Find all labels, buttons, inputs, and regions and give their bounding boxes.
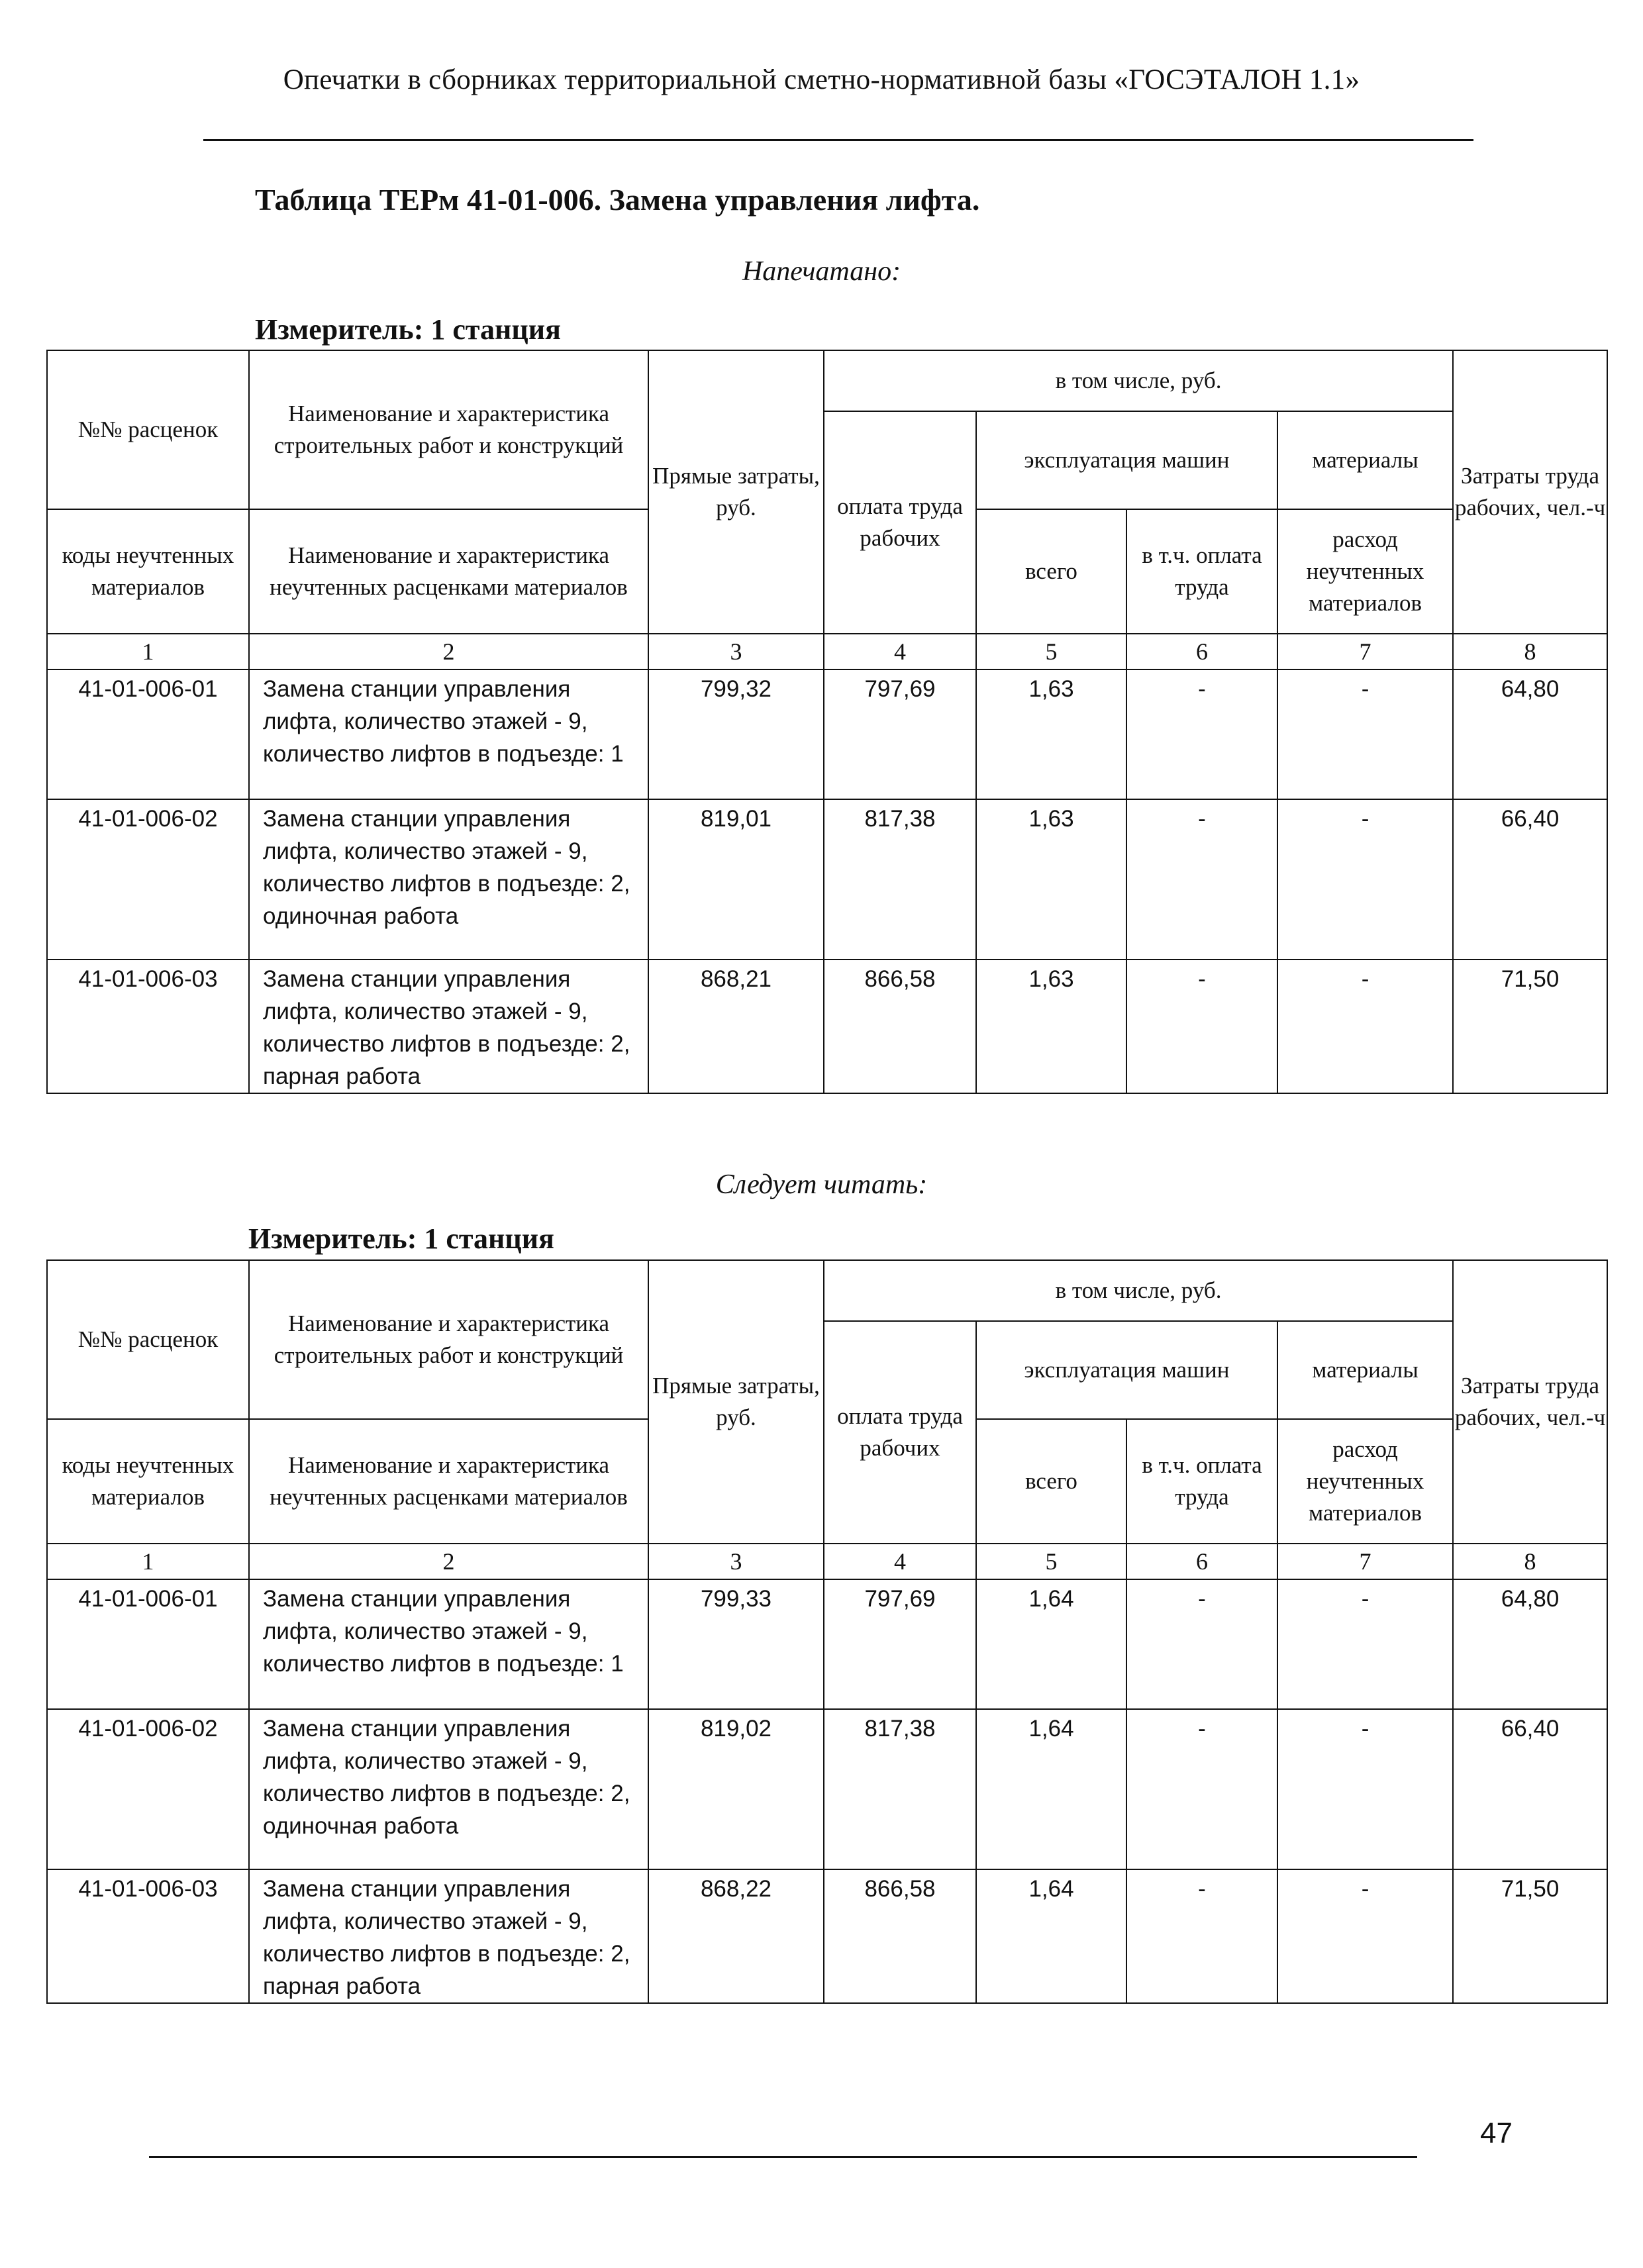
- machines-total-value: 1,63: [976, 799, 1126, 960]
- column-index: 1: [47, 634, 249, 669]
- header-work-name: Наименование и характеристика строительных работ и конструкций: [249, 350, 648, 509]
- header-material-codes: коды неучтенных материалов: [47, 509, 249, 634]
- direct-costs-value: 868,21: [648, 960, 824, 1093]
- corrected-rates-table: [46, 1259, 1608, 2004]
- column-index: 2: [249, 1544, 648, 1579]
- header-labor-pay: оплата труда рабочих: [824, 1321, 976, 1544]
- header-material-codes: коды неучтенных материалов: [47, 1419, 249, 1544]
- printed-section-label: Напечатано:: [742, 256, 901, 287]
- column-index: 7: [1277, 634, 1453, 669]
- materials-value: -: [1277, 1709, 1453, 1869]
- column-index: 4: [824, 1544, 976, 1579]
- table-row: [47, 1869, 1607, 2003]
- labor-pay-value: 866,58: [824, 960, 976, 1093]
- printed-rates-table: [46, 350, 1608, 1094]
- header-material-name: Наименование и характеристика неучтенных расценками материалов: [249, 1419, 648, 1544]
- header-total: всего: [976, 509, 1126, 634]
- direct-costs-value: 819,02: [648, 1709, 824, 1869]
- materials-value: -: [1277, 960, 1453, 1093]
- header-machine-ops: эксплуатация машин: [976, 411, 1277, 509]
- labor-pay-value: 797,69: [824, 1579, 976, 1709]
- column-index: 8: [1453, 634, 1607, 669]
- labor-cost-value: 64,80: [1453, 669, 1607, 799]
- labor-cost-value: 71,50: [1453, 960, 1607, 1093]
- page-number: 47: [1480, 2117, 1513, 2149]
- column-index: 2: [249, 634, 648, 669]
- header-divider: [203, 139, 1473, 141]
- header-including: в том числе, руб.: [824, 350, 1453, 411]
- column-index: 6: [1126, 1544, 1277, 1579]
- column-index: 3: [648, 634, 824, 669]
- column-index: 5: [976, 634, 1126, 669]
- table-row: [47, 669, 1607, 799]
- machines-labor-value: -: [1126, 669, 1277, 799]
- work-description: Замена станции управления лифта, количество этажей - 9, количество лифтов в подъезде: 2, парная работа: [249, 1869, 648, 2003]
- corrected-section-label: Следует читать:: [715, 1169, 928, 1200]
- machines-labor-value: -: [1126, 960, 1277, 1093]
- header-direct-costs: Прямые затраты, руб.: [648, 1260, 824, 1544]
- table-title: Таблица ТЕРм 41-01-006. Замена управления лифта.: [255, 183, 980, 217]
- materials-value: -: [1277, 799, 1453, 960]
- materials-value: -: [1277, 669, 1453, 799]
- labor-pay-value: 817,38: [824, 799, 976, 960]
- work-description: Замена станции управления лифта, количество этажей - 9, количество лифтов в подъезде: 1: [249, 669, 648, 799]
- header-machine-ops: эксплуатация машин: [976, 1321, 1277, 1419]
- header-rate-no: №№ расценок: [47, 1260, 249, 1419]
- work-description: Замена станции управления лифта, количество этажей - 9, количество лифтов в подъезде: 2, парная работа: [249, 960, 648, 1093]
- rate-code: 41-01-006-01: [47, 669, 249, 799]
- header-materials: материалы: [1277, 1321, 1453, 1419]
- rate-code: 41-01-006-02: [47, 1709, 249, 1869]
- machines-labor-value: -: [1126, 1709, 1277, 1869]
- rate-code: 41-01-006-01: [47, 1579, 249, 1709]
- header-labor-pay: оплата труда рабочих: [824, 411, 976, 634]
- machines-labor-value: -: [1126, 1869, 1277, 2003]
- direct-costs-value: 799,32: [648, 669, 824, 799]
- header-material-use: расход неучтенных материалов: [1277, 1419, 1453, 1544]
- work-description: Замена станции управления лифта, количество этажей - 9, количество лифтов в подъезде: 2, одиночная работа: [249, 1709, 648, 1869]
- header-materials: материалы: [1277, 411, 1453, 509]
- table-row: [47, 960, 1607, 1093]
- corrected-unit-label: Измеритель: 1 станция: [248, 1222, 554, 1255]
- header-labor-cost: Затраты труда рабочих, чел.-ч: [1453, 350, 1607, 634]
- header-material-name: Наименование и характеристика неучтенных расценками материалов: [249, 509, 648, 634]
- column-index: 5: [976, 1544, 1126, 1579]
- work-description: Замена станции управления лифта, количество этажей - 9, количество лифтов в подъезде: 2, одиночная работа: [249, 799, 648, 960]
- footer-divider: [149, 2156, 1417, 2158]
- labor-pay-value: 866,58: [824, 1869, 976, 2003]
- header-work-name: Наименование и характеристика строительных работ и конструкций: [249, 1260, 648, 1419]
- machines-labor-value: -: [1126, 799, 1277, 960]
- machines-total-value: 1,64: [976, 1579, 1126, 1709]
- header-including: в том числе, руб.: [824, 1260, 1453, 1321]
- labor-cost-value: 66,40: [1453, 1709, 1607, 1869]
- header-labor-cost: Затраты труда рабочих, чел.-ч: [1453, 1260, 1607, 1544]
- labor-cost-value: 64,80: [1453, 1579, 1607, 1709]
- column-index: 3: [648, 1544, 824, 1579]
- header-material-use: расход неучтенных материалов: [1277, 509, 1453, 634]
- table-row: [47, 1579, 1607, 1709]
- machines-total-value: 1,64: [976, 1869, 1126, 2003]
- materials-value: -: [1277, 1869, 1453, 2003]
- rate-code: 41-01-006-02: [47, 799, 249, 960]
- header-incl-labor: в т.ч. оплата труда: [1126, 509, 1277, 634]
- work-description: Замена станции управления лифта, количество этажей - 9, количество лифтов в подъезде: 1: [249, 1579, 648, 1709]
- direct-costs-value: 868,22: [648, 1869, 824, 2003]
- materials-value: -: [1277, 1579, 1453, 1709]
- document-header: Опечатки в сборниках территориальной сметно-нормативной базы «ГОСЭТАЛОН 1.1»: [283, 64, 1360, 95]
- column-index: 1: [47, 1544, 249, 1579]
- labor-pay-value: 797,69: [824, 669, 976, 799]
- column-index: 6: [1126, 634, 1277, 669]
- header-incl-labor: в т.ч. оплата труда: [1126, 1419, 1277, 1544]
- labor-cost-value: 66,40: [1453, 799, 1607, 960]
- header-rate-no: №№ расценок: [47, 350, 249, 509]
- direct-costs-value: 799,33: [648, 1579, 824, 1709]
- machines-labor-value: -: [1126, 1579, 1277, 1709]
- machines-total-value: 1,63: [976, 669, 1126, 799]
- printed-unit-label: Измеритель: 1 станция: [255, 313, 561, 346]
- column-index: 8: [1453, 1544, 1607, 1579]
- labor-pay-value: 817,38: [824, 1709, 976, 1869]
- table-row: [47, 1709, 1607, 1869]
- labor-cost-value: 71,50: [1453, 1869, 1607, 2003]
- rate-code: 41-01-006-03: [47, 960, 249, 1093]
- column-index: 4: [824, 634, 976, 669]
- direct-costs-value: 819,01: [648, 799, 824, 960]
- machines-total-value: 1,64: [976, 1709, 1126, 1869]
- table-row: [47, 799, 1607, 960]
- rate-code: 41-01-006-03: [47, 1869, 249, 2003]
- column-index: 7: [1277, 1544, 1453, 1579]
- header-total: всего: [976, 1419, 1126, 1544]
- machines-total-value: 1,63: [976, 960, 1126, 1093]
- header-direct-costs: Прямые затраты, руб.: [648, 350, 824, 634]
